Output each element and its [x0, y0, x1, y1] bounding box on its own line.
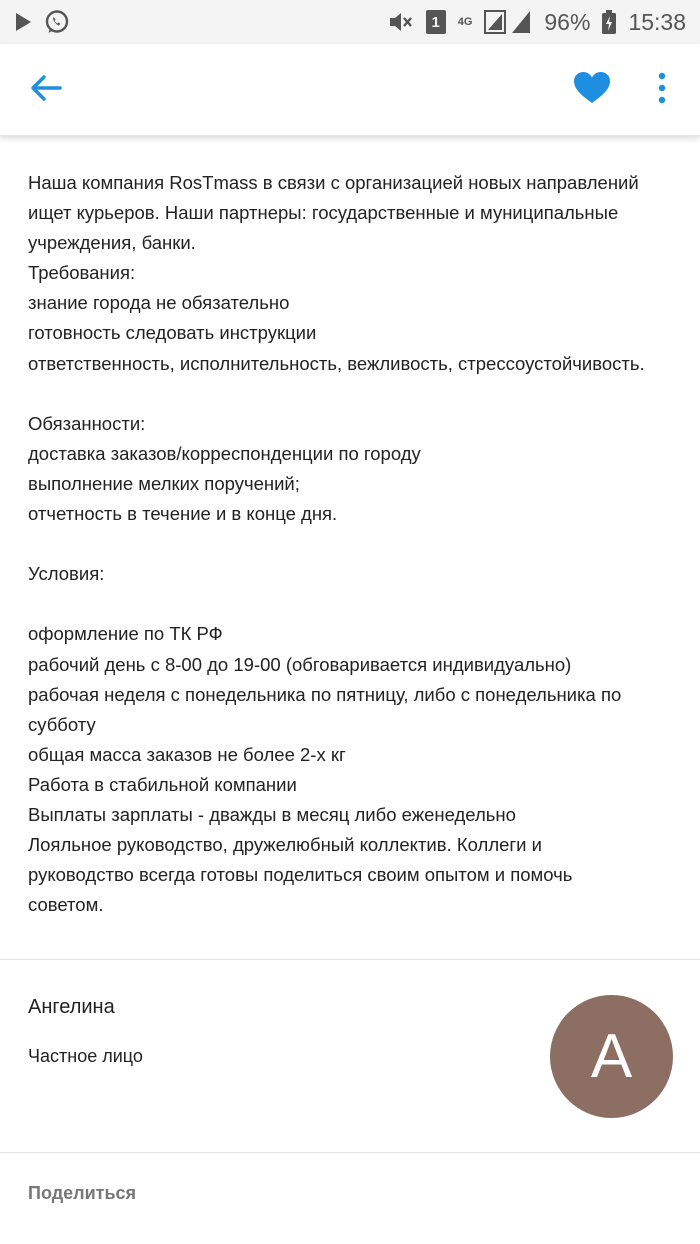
seller-name[interactable]: Ангелина [28, 996, 115, 1018]
heart-icon [573, 71, 611, 110]
description-line: Работа в стабильной компании [28, 773, 297, 795]
back-button[interactable] [24, 70, 68, 110]
description-line: субботу [28, 713, 96, 735]
section-divider [0, 959, 700, 960]
description-line: общая масса заказов не более 2-х кг [28, 743, 346, 765]
avatar[interactable] [550, 995, 673, 1118]
description-line: отчетность в течение и в конце дня. [28, 503, 338, 525]
favorite-button[interactable] [570, 68, 614, 112]
description-line: Лояльное руководство, дружелюбный коллектив. Коллеги и [28, 834, 542, 856]
seller-type: Частное лицо [28, 1046, 143, 1066]
description-line [28, 529, 678, 559]
app-bar [0, 44, 700, 136]
play-icon [14, 12, 32, 32]
arrow-left-icon [30, 74, 62, 107]
network-type: 4G [457, 15, 473, 28]
description-line: выполнение мелких поручений; [28, 472, 300, 494]
status-bar [0, 0, 700, 44]
description-line [28, 379, 678, 409]
description-line: готовность следовать инструкции [28, 322, 317, 344]
status-time: 15:38 [628, 8, 686, 35]
mute-icon [388, 10, 414, 34]
description-line: советом. [28, 894, 104, 916]
description-line: Условия: [28, 563, 105, 585]
ad-description [28, 168, 678, 920]
sim-icon: 1 [426, 10, 446, 34]
signal-icon [484, 9, 532, 35]
more-vertical-icon [658, 72, 666, 109]
battery-icon [602, 10, 616, 34]
battery-percent: 96% [544, 8, 591, 35]
share-button[interactable]: Поделиться [28, 1183, 137, 1203]
description-line: Наша компания RosTmass в связи с организацией новых направлений [28, 172, 639, 193]
description-line: ответственность, исполнительность, вежливость, стрессоустойчивость. [28, 352, 645, 374]
description-line: рабочая неделя с понедельника по пятницу, либо с понедельника по [28, 683, 622, 705]
whatsapp-icon [44, 9, 70, 35]
description-line [28, 589, 678, 619]
section-divider [0, 1152, 700, 1153]
description-line: знание города не обязательно [28, 292, 290, 314]
description-line: учреждения, банки. [28, 232, 196, 254]
description-line: Требования: [28, 262, 136, 284]
description-line: ищет курьеров. Наши партнеры: государственные и муниципальные [28, 202, 619, 224]
description-line: Выплаты зарплаты - дважды в месяц либо еженедельно [28, 803, 516, 825]
description-line: доставка заказов/корреспонденции по городу [28, 442, 421, 464]
description-line: Обязанности: [28, 412, 146, 434]
status-bar-right [388, 9, 686, 36]
avatar-letter: А [590, 1022, 633, 1091]
description-line: оформление по ТК РФ [28, 623, 223, 645]
description-line: рабочий день с 8-00 до 19-00 (обговаривается индивидуально) [28, 653, 572, 675]
more-options-button[interactable] [648, 68, 676, 112]
description-line: руководство всегда готовы поделиться своим опытом и помочь [28, 864, 573, 886]
status-bar-left [14, 9, 70, 35]
